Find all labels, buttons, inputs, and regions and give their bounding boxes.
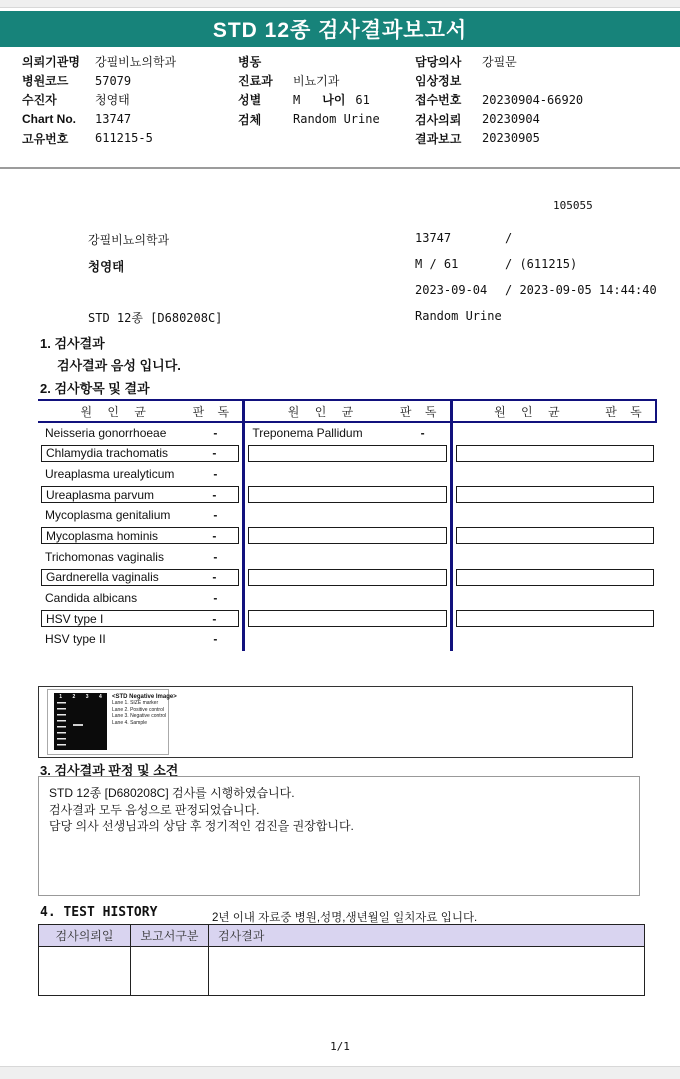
pathogen-result: - — [213, 508, 218, 523]
comment-line: STD 12종 [D680208C] 검사를 시행하였습니다. — [49, 786, 295, 800]
section1-result-text: 검사결과 음성 입니다. — [57, 358, 181, 373]
gel-lane-number: 3 — [85, 694, 89, 700]
test-history-empty-row — [39, 947, 644, 995]
header-info-col1 — [22, 52, 176, 148]
pathogen-row — [453, 590, 657, 610]
pathogen-table-group — [450, 399, 657, 651]
gel-positive-control-band — [73, 724, 83, 726]
info-row — [238, 71, 380, 90]
pathogen-row — [245, 465, 449, 485]
pathogen-row — [38, 610, 242, 630]
field-value: 20230905 — [482, 131, 540, 146]
pathogen-result: - — [213, 591, 218, 605]
info-row — [415, 90, 583, 109]
pathogen-cell — [41, 610, 239, 627]
pathogen-row — [245, 610, 449, 630]
pathogen-row — [38, 527, 242, 547]
doc-specimen: Random Urine — [415, 309, 502, 323]
section1-heading: 1. 검사결과 — [40, 336, 105, 351]
info-row — [22, 52, 176, 71]
header-info-col3 — [415, 52, 583, 148]
pathogen-row — [453, 548, 657, 568]
doc-report-datetime: / 2023-09-05 14:44:40 — [505, 283, 657, 297]
pathogen-cell — [248, 548, 446, 565]
pathogen-row — [38, 445, 242, 465]
section4-heading: 4. TEST HISTORY — [40, 905, 158, 920]
doc-hospital-name: 강필비뇨의학과 — [88, 233, 170, 247]
pathogen-result: - — [212, 570, 217, 585]
pathogen-row — [38, 424, 242, 444]
test-history-table — [38, 924, 645, 996]
info-row — [415, 52, 583, 71]
pathogen-row — [453, 445, 657, 465]
pathogen-cell — [248, 465, 446, 482]
gel-electrophoresis-image — [54, 693, 107, 750]
pathogen-cell — [41, 569, 239, 586]
pathogen-cell — [41, 527, 239, 544]
doc-chart-no: 13747 — [415, 231, 452, 245]
pathogen-table-header — [453, 399, 657, 423]
pathogen-cell — [456, 507, 654, 524]
field-value: M — [293, 92, 301, 107]
history-column-header: 검사의뢰일 — [39, 925, 131, 946]
pathogen-result: - — [213, 549, 218, 564]
info-row — [22, 90, 176, 109]
reference-number: 105055 — [553, 199, 593, 212]
reading-column-header: 판 독 — [605, 404, 647, 419]
pathogen-cell — [41, 465, 239, 482]
pathogen-name: Chlamydia trachomatis — [46, 446, 169, 461]
pathogen-name: Neisseria gonorrhoeae — [45, 425, 167, 440]
gel-legend-line: Lane 1. SIZE marker — [112, 700, 159, 706]
doc-patient-name: 청영태 — [88, 260, 125, 274]
pathogen-cell — [41, 486, 239, 503]
comment-line: 담당 의사 선생님과의 상담 후 정기적인 검진을 권장합니다. — [49, 819, 354, 833]
pathogen-name: Trichomonas vaginalis — [45, 549, 164, 564]
section4-note: 2년 이내 자료중 병원,성명,생년월일 일치자료 입니다. — [212, 912, 478, 924]
pathogen-cell — [248, 445, 446, 462]
pathogen-cell — [456, 465, 654, 482]
field-label: 임상정보 — [415, 74, 462, 89]
pathogen-name: Mycoplasma hominis — [46, 528, 159, 543]
gel-lane-number: 2 — [72, 694, 76, 700]
doc-slash: / — [505, 231, 513, 245]
field-label: 병원코드 — [22, 74, 69, 89]
field-label: 검체 — [238, 112, 262, 127]
field-value: 강필문 — [482, 55, 517, 70]
pathogen-row — [38, 486, 242, 506]
pathogen-cell — [456, 631, 654, 648]
info-row — [22, 129, 176, 148]
field-label: Chart No. — [22, 112, 76, 127]
pathogen-table-group — [242, 399, 449, 651]
field-value: 비뇨기과 — [293, 74, 340, 89]
pathogen-cell — [456, 548, 654, 565]
doc-test-name: STD 12종 [D680208C] — [88, 311, 223, 325]
pathogen-row — [38, 548, 242, 568]
gel-size-marker-ladder — [57, 702, 66, 747]
pathogen-column-header: 원 인 균 — [494, 404, 566, 419]
pathogen-cell — [41, 445, 239, 462]
pathogen-row — [453, 527, 657, 547]
pathogen-table — [38, 399, 657, 651]
field-value: 13747 — [95, 112, 132, 127]
age-value: 61 — [355, 92, 370, 107]
pathogen-name: HSV type I — [46, 611, 104, 626]
info-row — [238, 52, 380, 71]
header-info-col2 — [238, 52, 380, 129]
field-label: 수진자 — [22, 93, 57, 108]
field-value: 청영태 — [95, 93, 130, 108]
field-label: 접수번호 — [415, 93, 462, 108]
section3-heading: 3. 검사결과 판정 및 소견 — [40, 763, 179, 778]
gel-lane-number: 4 — [98, 694, 102, 700]
pathogen-result: - — [213, 632, 218, 647]
pathogen-result: - — [212, 611, 217, 626]
history-column-header: 검사결과 — [218, 929, 265, 943]
field-value: 611215-5 — [95, 131, 153, 146]
pathogen-row — [245, 548, 449, 568]
gel-legend — [112, 694, 177, 726]
pathogen-row — [453, 486, 657, 506]
field-label: 검사의뢰 — [415, 112, 462, 127]
info-row — [238, 110, 380, 129]
page-number: 1/1 — [330, 1040, 350, 1053]
info-row — [238, 90, 380, 109]
test-history-header-row — [39, 925, 644, 947]
pathogen-row — [453, 507, 657, 527]
pathogen-name: Ureaplasma urealyticum — [45, 466, 175, 481]
section3-comment-box — [38, 776, 640, 896]
field-label: 의뢰기관명 — [22, 55, 80, 70]
pathogen-cell — [41, 507, 239, 524]
pathogen-row — [245, 631, 449, 651]
pathogen-result: - — [420, 425, 425, 440]
pathogen-row — [245, 507, 449, 527]
pathogen-name: Treponema Pallidum — [252, 425, 363, 440]
field-value: 20230904 — [482, 112, 540, 127]
gel-legend-line: Lane 4. Sample — [112, 719, 148, 726]
pathogen-cell — [248, 610, 446, 627]
gel-lane-number: 1 — [59, 694, 63, 700]
pathogen-row — [245, 527, 449, 547]
pathogen-cell — [248, 424, 446, 441]
pathogen-table-group — [38, 399, 242, 651]
pathogen-table-header — [38, 399, 242, 423]
pathogen-row — [453, 569, 657, 589]
report-title-bar — [0, 11, 680, 47]
pathogen-name: HSV type II — [45, 632, 106, 647]
field-label: 진료과 — [238, 74, 273, 89]
pathogen-name: Gardnerella vaginalis — [46, 570, 159, 585]
history-column-header: 보고서구분 — [131, 925, 209, 946]
pathogen-cell — [456, 569, 654, 586]
field-value: 57079 — [95, 73, 132, 88]
pathogen-table-header — [245, 399, 449, 423]
pathogen-row — [245, 486, 449, 506]
pathogen-column-header: 원 인 균 — [287, 404, 360, 419]
pathogen-row — [245, 445, 449, 465]
pathogen-cell — [456, 590, 654, 607]
info-row — [22, 71, 176, 90]
pathogen-row — [245, 424, 449, 444]
field-value: 강필비뇨의학과 — [95, 55, 177, 70]
pathogen-cell — [41, 590, 239, 607]
pathogen-row — [453, 424, 657, 444]
report-title: STD 12종 검사결과보고서 — [212, 19, 468, 42]
field-label: 담당의사 — [415, 55, 462, 70]
pathogen-cell — [456, 527, 654, 544]
pathogen-cell — [456, 610, 654, 627]
pathogen-cell — [248, 569, 446, 586]
pathogen-result: - — [212, 487, 217, 502]
pathogen-result: - — [213, 466, 218, 481]
gel-legend-line: Lane 3. Negative control — [112, 713, 167, 719]
field-label: 고유번호 — [22, 131, 69, 146]
field-label: 결과보고 — [415, 131, 462, 146]
info-row — [415, 71, 583, 90]
pathogen-name: Candida albicans — [45, 591, 138, 605]
history-cell — [39, 947, 131, 995]
pathogen-cell — [248, 486, 446, 503]
age-label: 나이 — [322, 93, 346, 108]
field-value: Random Urine — [293, 112, 380, 127]
pathogen-row — [38, 590, 242, 610]
pathogen-cell — [456, 486, 654, 503]
pathogen-cell — [41, 631, 239, 648]
pathogen-row — [453, 465, 657, 485]
comment-line: 검사결과 모두 음성으로 판정되었습니다. — [49, 802, 260, 817]
field-value: 20230904-66920 — [482, 92, 584, 107]
pathogen-cell — [456, 445, 654, 462]
window-top-strip — [0, 0, 680, 8]
gel-image-panel — [47, 689, 177, 755]
pathogen-row — [38, 507, 242, 527]
history-cell — [209, 947, 644, 995]
pathogen-row — [453, 631, 657, 651]
section2-heading: 2. 검사항목 및 결과 — [40, 381, 150, 396]
info-row — [22, 110, 176, 129]
pathogen-cell — [41, 424, 239, 441]
pathogen-name: Mycoplasma genitalium — [45, 508, 171, 523]
header-divider-line — [0, 167, 680, 169]
pathogen-cell — [456, 424, 654, 441]
gel-legend-line: Lane 2. Positive control — [112, 706, 164, 713]
doc-resident-no: / (611215) — [505, 257, 578, 271]
pathogen-result: - — [212, 528, 217, 543]
history-cell — [131, 947, 209, 995]
pathogen-cell — [41, 548, 239, 565]
pathogen-row — [453, 610, 657, 630]
field-label: 병동 — [238, 55, 262, 70]
gel-lane-numbers — [54, 693, 107, 700]
pathogen-name: Ureaplasma parvum — [46, 487, 155, 502]
pathogen-row — [38, 569, 242, 589]
reading-column-header: 판 독 — [192, 404, 235, 419]
pathogen-row — [245, 569, 449, 589]
pathogen-cell — [248, 507, 446, 524]
doc-request-date: 2023-09-04 — [415, 283, 488, 297]
pathogen-row — [38, 631, 242, 651]
pathogen-row — [38, 465, 242, 485]
pathogen-column-header: 원 인 균 — [80, 404, 152, 419]
info-row — [415, 129, 583, 148]
gel-legend-title: <STD Negative Image> — [112, 694, 177, 700]
doc-sex-age: M / 61 — [415, 257, 459, 271]
pathogen-result: - — [213, 425, 218, 440]
pathogen-cell — [248, 631, 446, 648]
pathogen-cell — [248, 527, 446, 544]
info-row — [415, 110, 583, 129]
reading-column-header: 판 독 — [399, 404, 442, 419]
gel-image-box — [38, 686, 633, 758]
pathogen-row — [245, 590, 449, 610]
pathogen-cell — [248, 590, 446, 607]
field-label: 성별 — [238, 93, 262, 108]
pathogen-result: - — [212, 446, 217, 461]
window-bottom-strip — [0, 1066, 680, 1079]
